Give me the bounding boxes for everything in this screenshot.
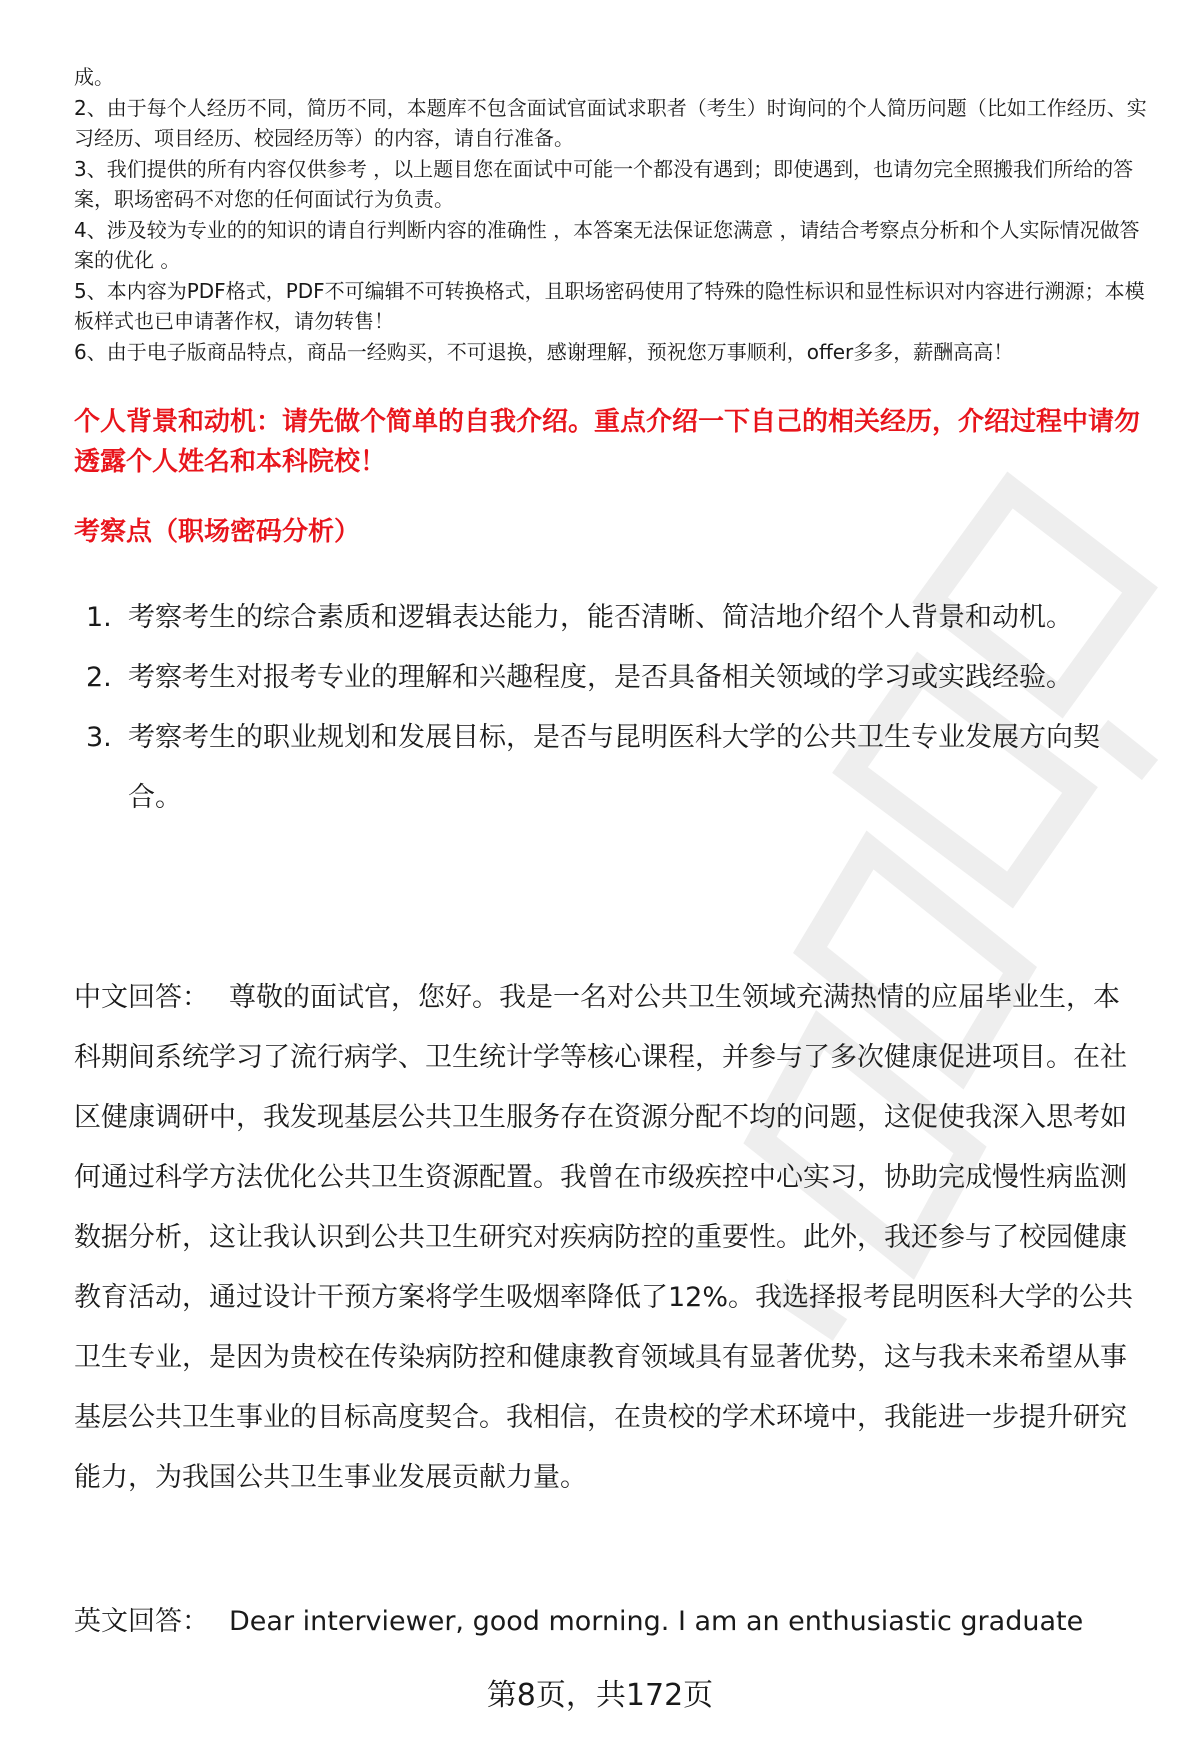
note-line: 6、由于电子版商品特点，商品一经购买，不可退换，感谢理解，预祝您万事顺利，offer多多，薪酬高高！	[74, 339, 1014, 364]
list-item-text: 考察考生对报考专业的理解和兴趣程度，是否具备相关领域的学习或实践经验。	[128, 662, 1073, 693]
note-line: 3、我们提供的所有内容仅供参考 ，以上题目您在面试中可能一个都没有遇到；即使遇到，也请勿完全照搬我们所给的答案，职场密码不对您的任何面试行为负责。	[74, 156, 1134, 211]
list-item-number: 1.	[86, 602, 112, 633]
note-line: 2、由于每个人经历不同，简历不同，本题库不包含面试官面试求职者（考生）时询问的个人简历问题（比如工作经历、实习经历、项目经历、校园经历等）的内容，请自行准备。	[74, 95, 1147, 150]
list-item	[74, 648, 1134, 708]
english-answer	[74, 1592, 1144, 1652]
page-number: 第8页，共172页	[486, 1678, 714, 1713]
question-title: 个人背景和动机：请先做个简单的自我介绍。重点介绍一下自己的相关经历，介绍过程中请勿透露个人姓名和本科院校！	[74, 407, 1141, 477]
note-line: 5、本内容为PDF格式，PDF不可编辑不可转换格式，且职场密码使用了特殊的隐性标识和显性标识对内容进行溯源；本模板样式也已申请著作权，请勿转售！	[74, 278, 1145, 333]
note-line: 成。	[74, 65, 114, 89]
list-item-number: 3.	[86, 722, 112, 753]
analysis-title: 考察点（职场密码分析）	[74, 517, 361, 547]
list-item	[74, 588, 1134, 648]
list-item	[74, 708, 1134, 828]
chinese-answer-label: 中文回答：	[74, 982, 209, 1013]
list-item-number: 2.	[86, 662, 112, 693]
english-answer-text: Dear interviewer, good morning. I am an enthusiastic graduate	[229, 1606, 1084, 1637]
list-item-text: 考察考生的综合素质和逻辑表达能力，能否清晰、简洁地介绍个人背景和动机。	[128, 602, 1073, 633]
list-item-text: 考察考生的职业规划和发展目标，是否与昆明医科大学的公共卫生专业发展方向契合。	[128, 722, 1100, 813]
note-line: 4、涉及较为专业的的知识的请自行判断内容的准确性 ，本答案无法保证您满意 ，请结合考察点分析和个人实际情况做答案的优化 。	[74, 217, 1140, 272]
english-answer-label: 英文回答：	[74, 1606, 209, 1637]
notes-block	[74, 62, 1154, 367]
analysis-points-list	[74, 588, 1134, 828]
chinese-answer	[74, 968, 1144, 1508]
chinese-answer-text: 尊敬的面试官，您好。我是一名对公共卫生领域充满热情的应届毕业生，本科期间系统学习了流行病学、卫生统计学等核心课程，并参与了多次健康促进项目。在社区健康调研中，我发现基层公共卫生服务存在资源分配不均的问题，这促使我深入思考如何通过科学方法优化公共卫生资源配置。我曾在市级疾控中心实习，协助完成慢性病监测数据分析，这让我认识到公共卫生研究对疾病防控的重要性。此外，我还参与了校园健康教育活动，通过设计干预方案将学生吸烟率降低了12%。我选择报考昆明医科大学的公共卫生专业，是因为贵校在传染病防控和健康教育领域具有显著优势，这与我未来希望从事基层公共卫生事业的目标高度契合。我相信，在贵校的学术环境中，我能进一步提升研究能力，为我国公共卫生事业发展贡献力量。	[74, 982, 1134, 1493]
